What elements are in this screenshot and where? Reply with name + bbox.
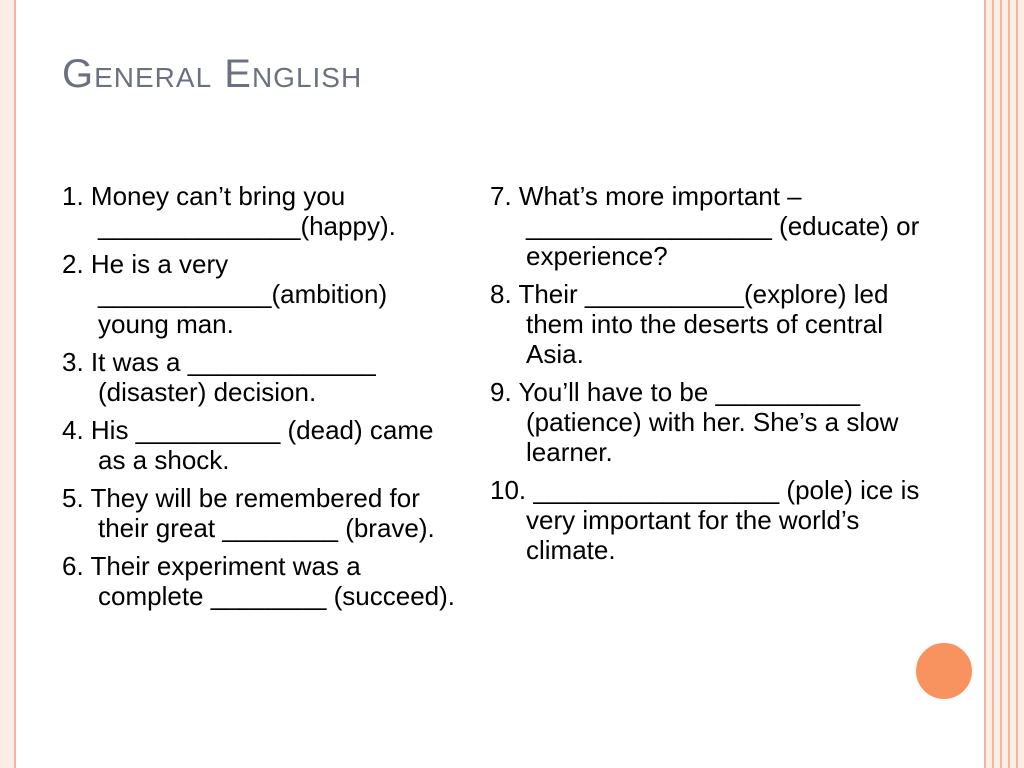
stripe-line bbox=[1016, 0, 1018, 768]
exercise-item: 5. They will be remembered for their great ________ (brave). bbox=[62, 483, 435, 543]
exercise-item: 2. He is a very ____________(ambition) young man. bbox=[62, 249, 395, 339]
stripe-line bbox=[1000, 0, 1002, 768]
exercise-item: 8. Their ___________(explore) led them into the deserts of central Asia. bbox=[490, 279, 896, 369]
exercise-item: 9. You’ll have to be __________ (patience) with her. She’s a slow learner. bbox=[490, 377, 906, 467]
exercise-item: 6. Their experiment was a complete ________ (succeed). bbox=[62, 551, 456, 611]
exercise-list-right bbox=[490, 181, 925, 573]
exercise-item: 3. It was a _____________ (disaster) decision. bbox=[62, 347, 383, 407]
decorative-stripes bbox=[986, 0, 1024, 768]
slide-title: General English bbox=[62, 52, 363, 96]
decorative-circle bbox=[914, 641, 974, 701]
stripe-line bbox=[1008, 0, 1010, 768]
exercise-item: 10. _________________ (pole) ice is very important for the world’s climate. bbox=[490, 475, 927, 565]
exercise-list-left bbox=[62, 181, 457, 619]
exercise-item: 1. Money can’t bring you ______________(happy). bbox=[62, 181, 396, 241]
stripe-line bbox=[992, 0, 994, 768]
exercise-item: 7. What’s more important – _________________ (educate) or experience? bbox=[490, 181, 927, 271]
exercise-item: 4. His __________ (dead) came as a shock. bbox=[62, 415, 441, 475]
